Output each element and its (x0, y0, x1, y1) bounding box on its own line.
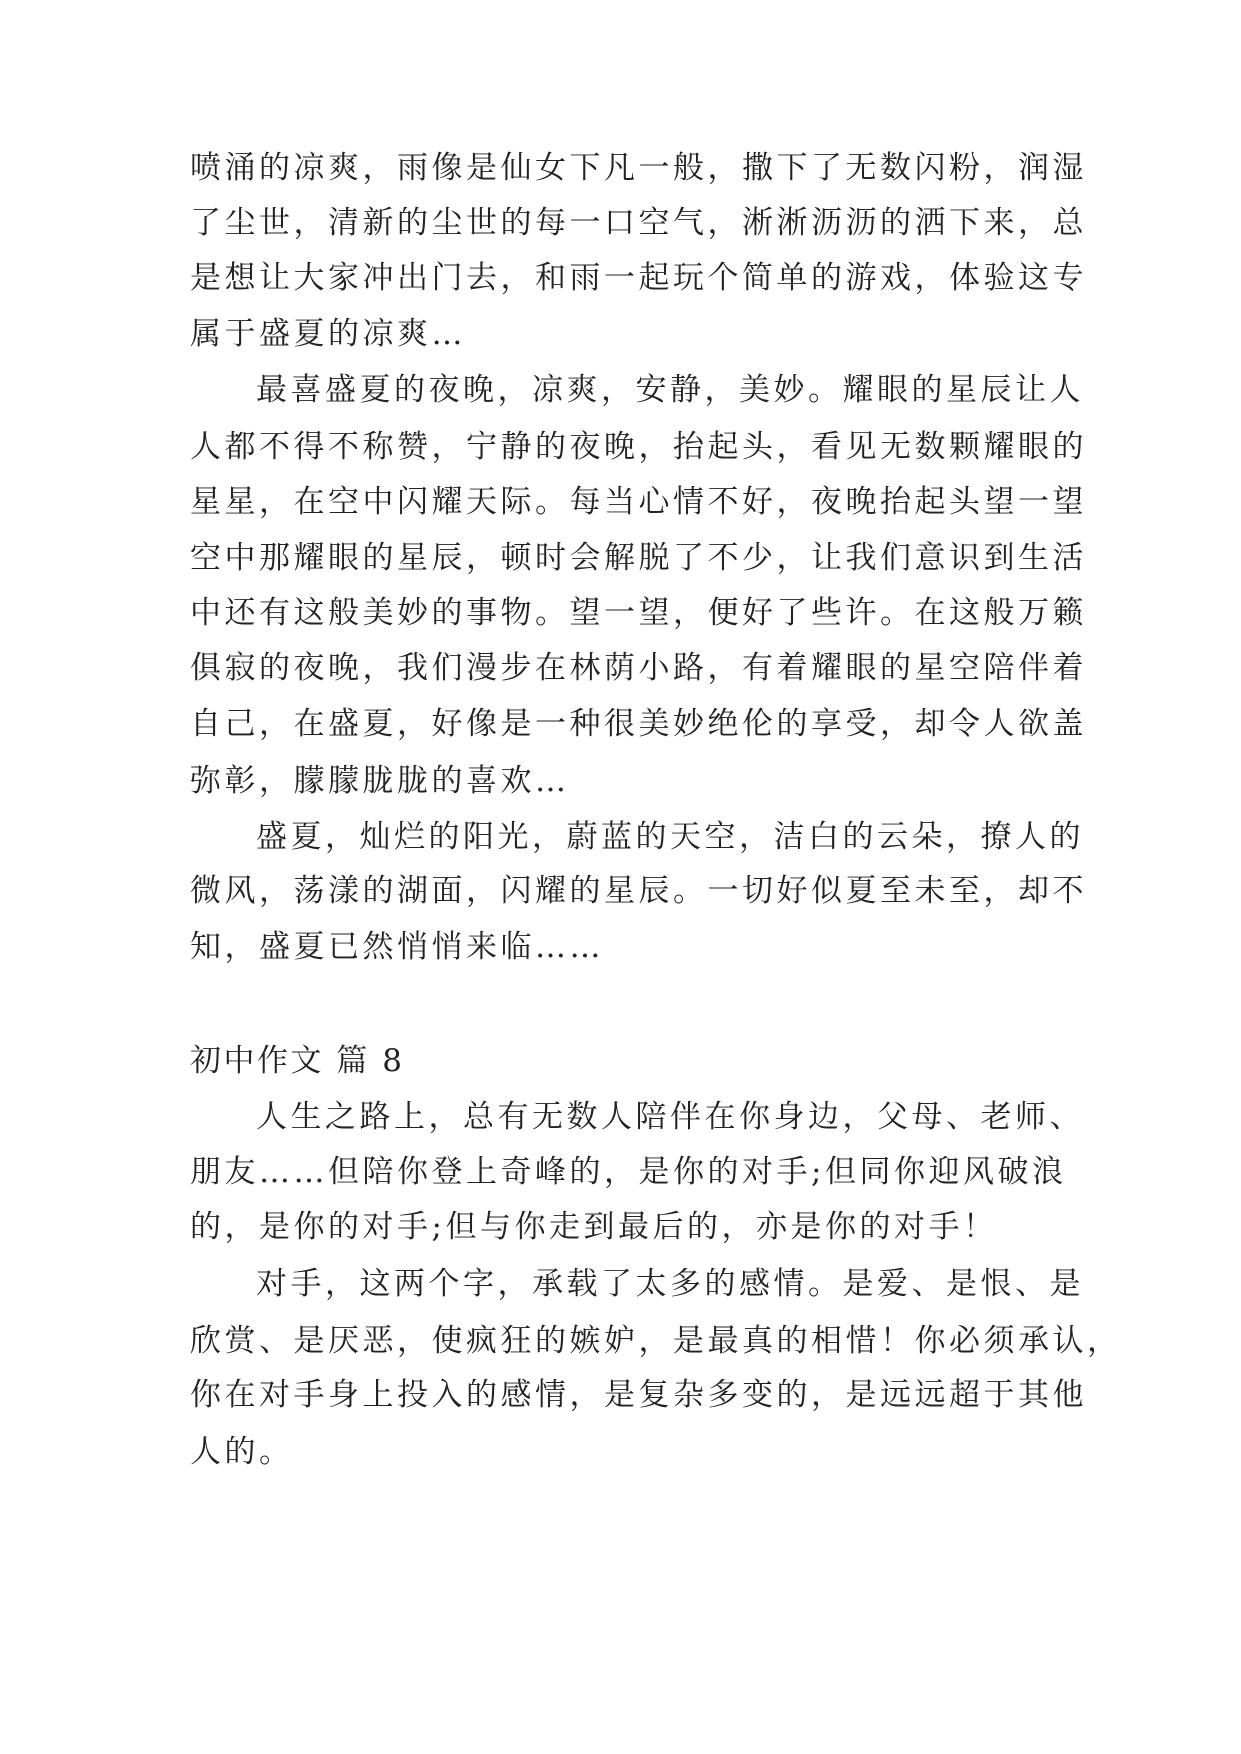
text-line: 欣赏、是厌恶，使疯狂的嫉妒，是最真的相惜！你必须承认， (190, 1323, 1122, 1359)
text-line: 人都不得不称赞，宁静的夜晚，抬起头，看见无数颗耀眼的 (190, 429, 1087, 465)
text-line: 星星，在空中闪耀天际。每当心情不好，夜晚抬起头望一望 (190, 484, 1087, 520)
text-line: 弥彰，朦朦胧胧的喜欢… (190, 763, 570, 799)
text-line: 属于盛夏的凉爽… (190, 316, 466, 352)
paragraph-first-line: 对手，这两个字，承载了太多的感情。是爱、是恨、是 (256, 1266, 1084, 1302)
paragraph-first-line: 人生之路上，总有无数人陪伴在你身边，父母、老师、 (256, 1099, 1084, 1135)
text-line: 的，是你的对手;但与你走到最后的，亦是你的对手！ (190, 1209, 998, 1245)
text-line: 知，盛夏已然悄悄来临…… (190, 929, 604, 965)
text-line: 自己，在盛夏，好像是一种很美妙绝伦的享受，却令人欲盖 (190, 706, 1087, 742)
text-line: 俱寂的夜晚，我们漫步在林荫小路，有着耀眼的星空陪伴着 (190, 650, 1087, 686)
text-line: 人的。 (190, 1434, 294, 1470)
paragraph-first-line: 盛夏，灿烂的阳光，蔚蓝的天空，洁白的云朵，撩人的 (256, 819, 1084, 855)
text-line: 朋友……但陪你登上奇峰的，是你的对手;但同你迎风破浪 (190, 1154, 1067, 1190)
text-line: 空中那耀眼的星辰，顿时会解脱了不少，让我们意识到生活 (190, 540, 1087, 576)
paragraph-first-line: 最喜盛夏的夜晚，凉爽，安静，美妙。耀眼的星辰让人 (256, 372, 1084, 408)
text-line: 是想让大家冲出门去，和雨一起玩个简单的游戏，体验这专 (190, 260, 1087, 296)
text-line: 中还有这般美妙的事物。望一望，便好了些许。在这般万籁 (190, 595, 1087, 631)
text-line: 微风，荡漾的湖面，闪耀的星辰。一切好似夏至未至，却不 (190, 873, 1087, 909)
section-title: 初中作文 篇 8 (190, 1043, 405, 1079)
text-line: 了尘世，清新的尘世的每一口空气，淅淅沥沥的洒下来，总 (190, 205, 1087, 241)
text-line: 喷涌的凉爽，雨像是仙女下凡一般，撒下了无数闪粉，润湿 (190, 150, 1087, 186)
text-line: 你在对手身上投入的感情，是复杂多变的，是远远超于其他 (190, 1377, 1087, 1413)
